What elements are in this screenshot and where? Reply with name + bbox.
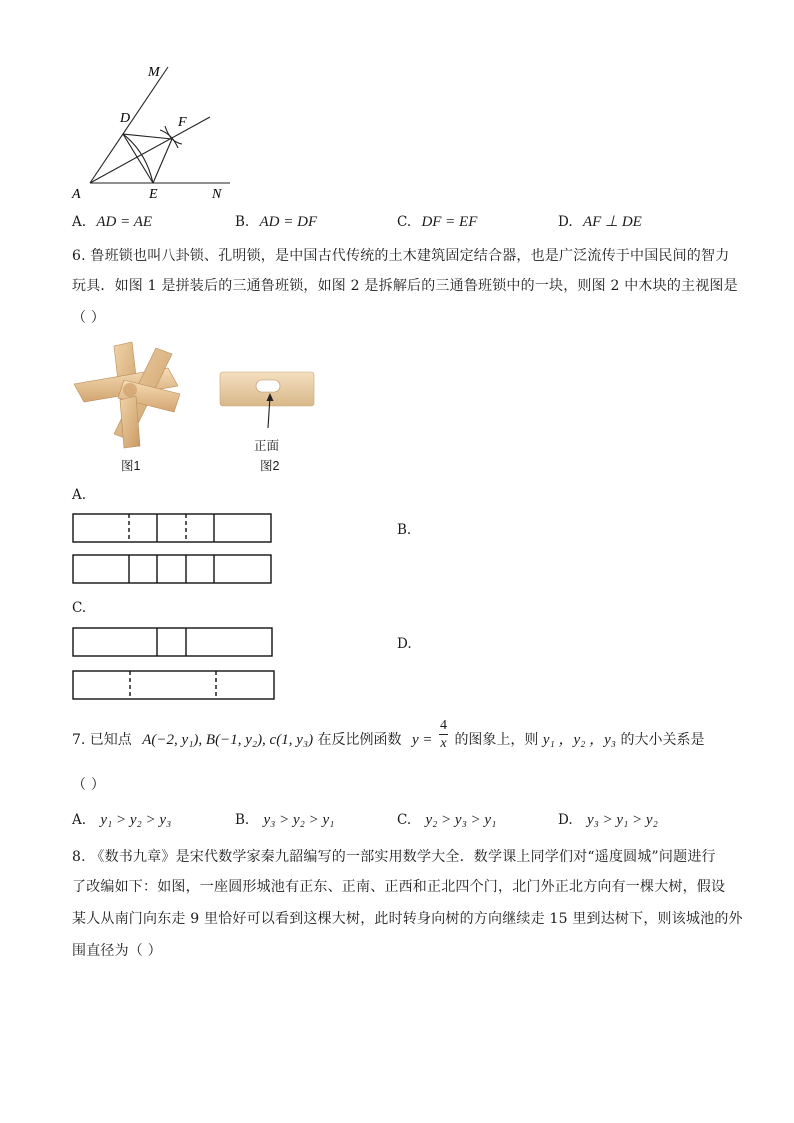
q7-mid: 在反比例函数 bbox=[317, 732, 402, 748]
q8-line1: 8. 《数书九章》是宋代数学家秦九韶编写的一部实用数学大全．数学课上同学们对“遥度圆城”问题进行 bbox=[72, 849, 716, 865]
q7-bracket: （ ） bbox=[72, 777, 106, 793]
q6-option-d-letter[interactable]: D. bbox=[397, 636, 412, 652]
q7-fraction bbox=[439, 718, 448, 753]
q5-option-a-text: AD = AE bbox=[96, 214, 153, 230]
q7-option-d-letter: D. bbox=[558, 812, 573, 828]
q5-option-d-letter: D. bbox=[558, 214, 573, 230]
q7-option-d-text: y₃ > y₁ > y₂ bbox=[586, 812, 658, 828]
q6-option-a-letter[interactable]: A. bbox=[72, 487, 87, 503]
q5-option-c-letter: C. bbox=[397, 214, 412, 230]
q7-vars: y₁ ，y₂ ，y₃ bbox=[542, 732, 617, 748]
q5-option-c-text: DF = EF bbox=[421, 214, 478, 230]
q8-line3: 某人从南门向东走 9 里恰好可以看到这棵大树，此时转身向树的方向继续走 15 里到达树下，则该城池的外 bbox=[72, 911, 743, 927]
q6-option-a-figure[interactable] bbox=[72, 513, 274, 585]
q7-option-c-letter: C. bbox=[397, 812, 412, 828]
q8-line4: 围直径为（ ） bbox=[72, 943, 162, 959]
q6-option-c-letter[interactable]: C. bbox=[72, 600, 87, 616]
q7-func-num: 4 bbox=[439, 718, 447, 733]
q7-option-a-letter: A. bbox=[72, 812, 87, 828]
q7-option-b-letter: B. bbox=[235, 812, 250, 828]
q5-option-d-text: AF ⊥ DE bbox=[582, 214, 642, 230]
q7-option-a[interactable] bbox=[72, 810, 171, 830]
q7-option-b-text: y₃ > y₂ > y₁ bbox=[263, 812, 335, 828]
q5-option-c[interactable] bbox=[397, 212, 477, 232]
q6-line1: 6. 鲁班锁也叫八卦锁、孔明锁，是中国古代传统的土木建筑固定结合器，也是广泛流传于中国民间的智力 bbox=[72, 248, 730, 264]
q8-line2: 了改编如下：如图，一座圆形城池有正东、正南、正西和正北四个门，北门外正北方向有一棵大树，假设 bbox=[72, 879, 726, 895]
q5-option-d[interactable] bbox=[558, 212, 642, 232]
luban-lock-image bbox=[70, 340, 188, 450]
q7-func-lhs: y = bbox=[412, 732, 433, 748]
label-f: F bbox=[178, 115, 187, 130]
front-label: 正面 bbox=[254, 439, 280, 453]
label-m: M bbox=[148, 65, 160, 80]
label-e: E bbox=[149, 187, 158, 202]
q7-option-a-text: y₁ > y₂ > y₃ bbox=[100, 812, 172, 828]
label-d: D bbox=[120, 111, 131, 126]
q7-prefix: 7. 已知点 bbox=[72, 732, 132, 748]
q5-option-a[interactable] bbox=[72, 212, 152, 232]
q7-option-d[interactable] bbox=[558, 810, 658, 830]
segment-ef bbox=[153, 139, 172, 183]
geometry-figure bbox=[60, 60, 230, 205]
fig1-caption: 图1 bbox=[121, 459, 141, 473]
q5-option-b-text: AD = DF bbox=[259, 214, 318, 230]
segment-de bbox=[123, 134, 153, 183]
q7-option-c-text: y₂ > y₃ > y₁ bbox=[425, 812, 497, 828]
q7-line bbox=[72, 718, 704, 758]
label-n: N bbox=[212, 187, 222, 202]
label-a: A bbox=[72, 187, 81, 202]
fig2-caption: 图2 bbox=[260, 459, 280, 473]
q7-option-b[interactable] bbox=[235, 810, 334, 830]
q6-option-c-figure[interactable] bbox=[72, 627, 277, 701]
q5-option-a-letter: A. bbox=[72, 214, 87, 230]
q5-option-b-letter: B. bbox=[235, 214, 250, 230]
q7-option-c[interactable] bbox=[397, 810, 496, 830]
q7-points: A(−2, y₁), B(−1, y₂), c(1, y₃) bbox=[142, 732, 314, 748]
q5-option-b[interactable] bbox=[235, 212, 317, 232]
segment-df bbox=[123, 134, 172, 139]
q6-option-b-letter[interactable]: B. bbox=[397, 522, 412, 538]
q6-line2: 玩具．如图 1 是拼装后的三通鲁班锁，如图 2 是拆解后的三通鲁班锁中的一块，则图 2 中木块的主视图是 bbox=[72, 278, 738, 294]
wood-block-image bbox=[218, 366, 318, 436]
q7-suffix: 的图象上，则 bbox=[454, 732, 539, 748]
q7-func-den: x bbox=[440, 736, 447, 751]
q7-end: 的大小关系是 bbox=[620, 732, 705, 748]
q6-bracket: （ ） bbox=[72, 310, 106, 326]
